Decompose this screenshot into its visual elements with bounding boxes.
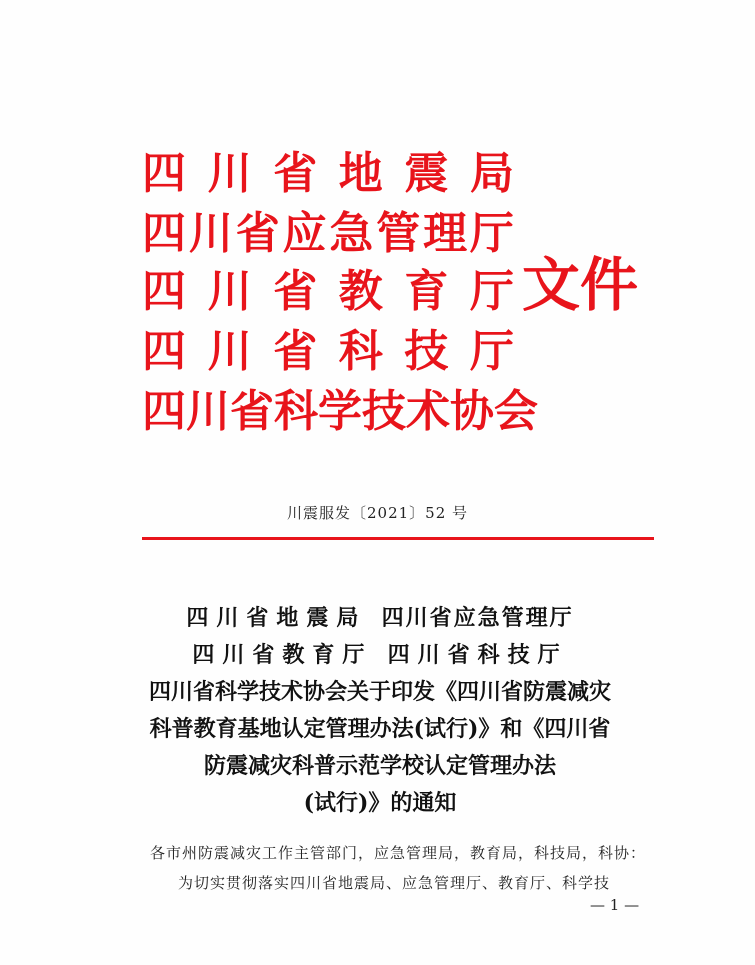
title-line-6: (试行)》的通知 <box>303 790 457 816</box>
issuer-emergency-management: 四 川 省 应 急 管 理 厅 <box>142 208 514 259</box>
title-line-2: 四川省教育厅 四川省科技厅 <box>192 642 568 668</box>
title-line-5: 防震减灾科普示范学校认定管理办法 <box>203 753 556 779</box>
body-paragraph-start: 为切实贯彻落实四川省地震局、应急管理厅、教育厅、科学技 <box>178 874 611 892</box>
issuer-earthquake-bureau: 四 川 省 地 震 局 <box>142 148 514 199</box>
title-line-1: 四川省地震局 四川省应急管理厅 <box>186 605 574 631</box>
document-title <box>120 600 640 822</box>
issuer-education: 四 川 省 教 育 厅 <box>142 266 514 317</box>
document-suffix: 文件 <box>522 251 639 319</box>
issuer-science-technology: 四 川 省 科 技 厅 <box>142 326 514 377</box>
page-number: — 1 — <box>590 896 640 914</box>
red-divider <box>142 537 654 540</box>
salutation: 各市州防震减灾工作主管部门，应急管理局，教育局，科技局，科协： <box>150 844 647 862</box>
issuer-science-association: 四 川 省 科 学 技 术 协 会 <box>142 386 538 437</box>
title-line-4: 科普教育基地认定管理办法(试行)》和《四川省 <box>149 716 611 742</box>
document-number: 川震服发〔2021〕52 号 <box>286 504 469 522</box>
title-line-3: 四川省科学技术协会关于印发《四川省防震减灾 <box>148 679 611 705</box>
